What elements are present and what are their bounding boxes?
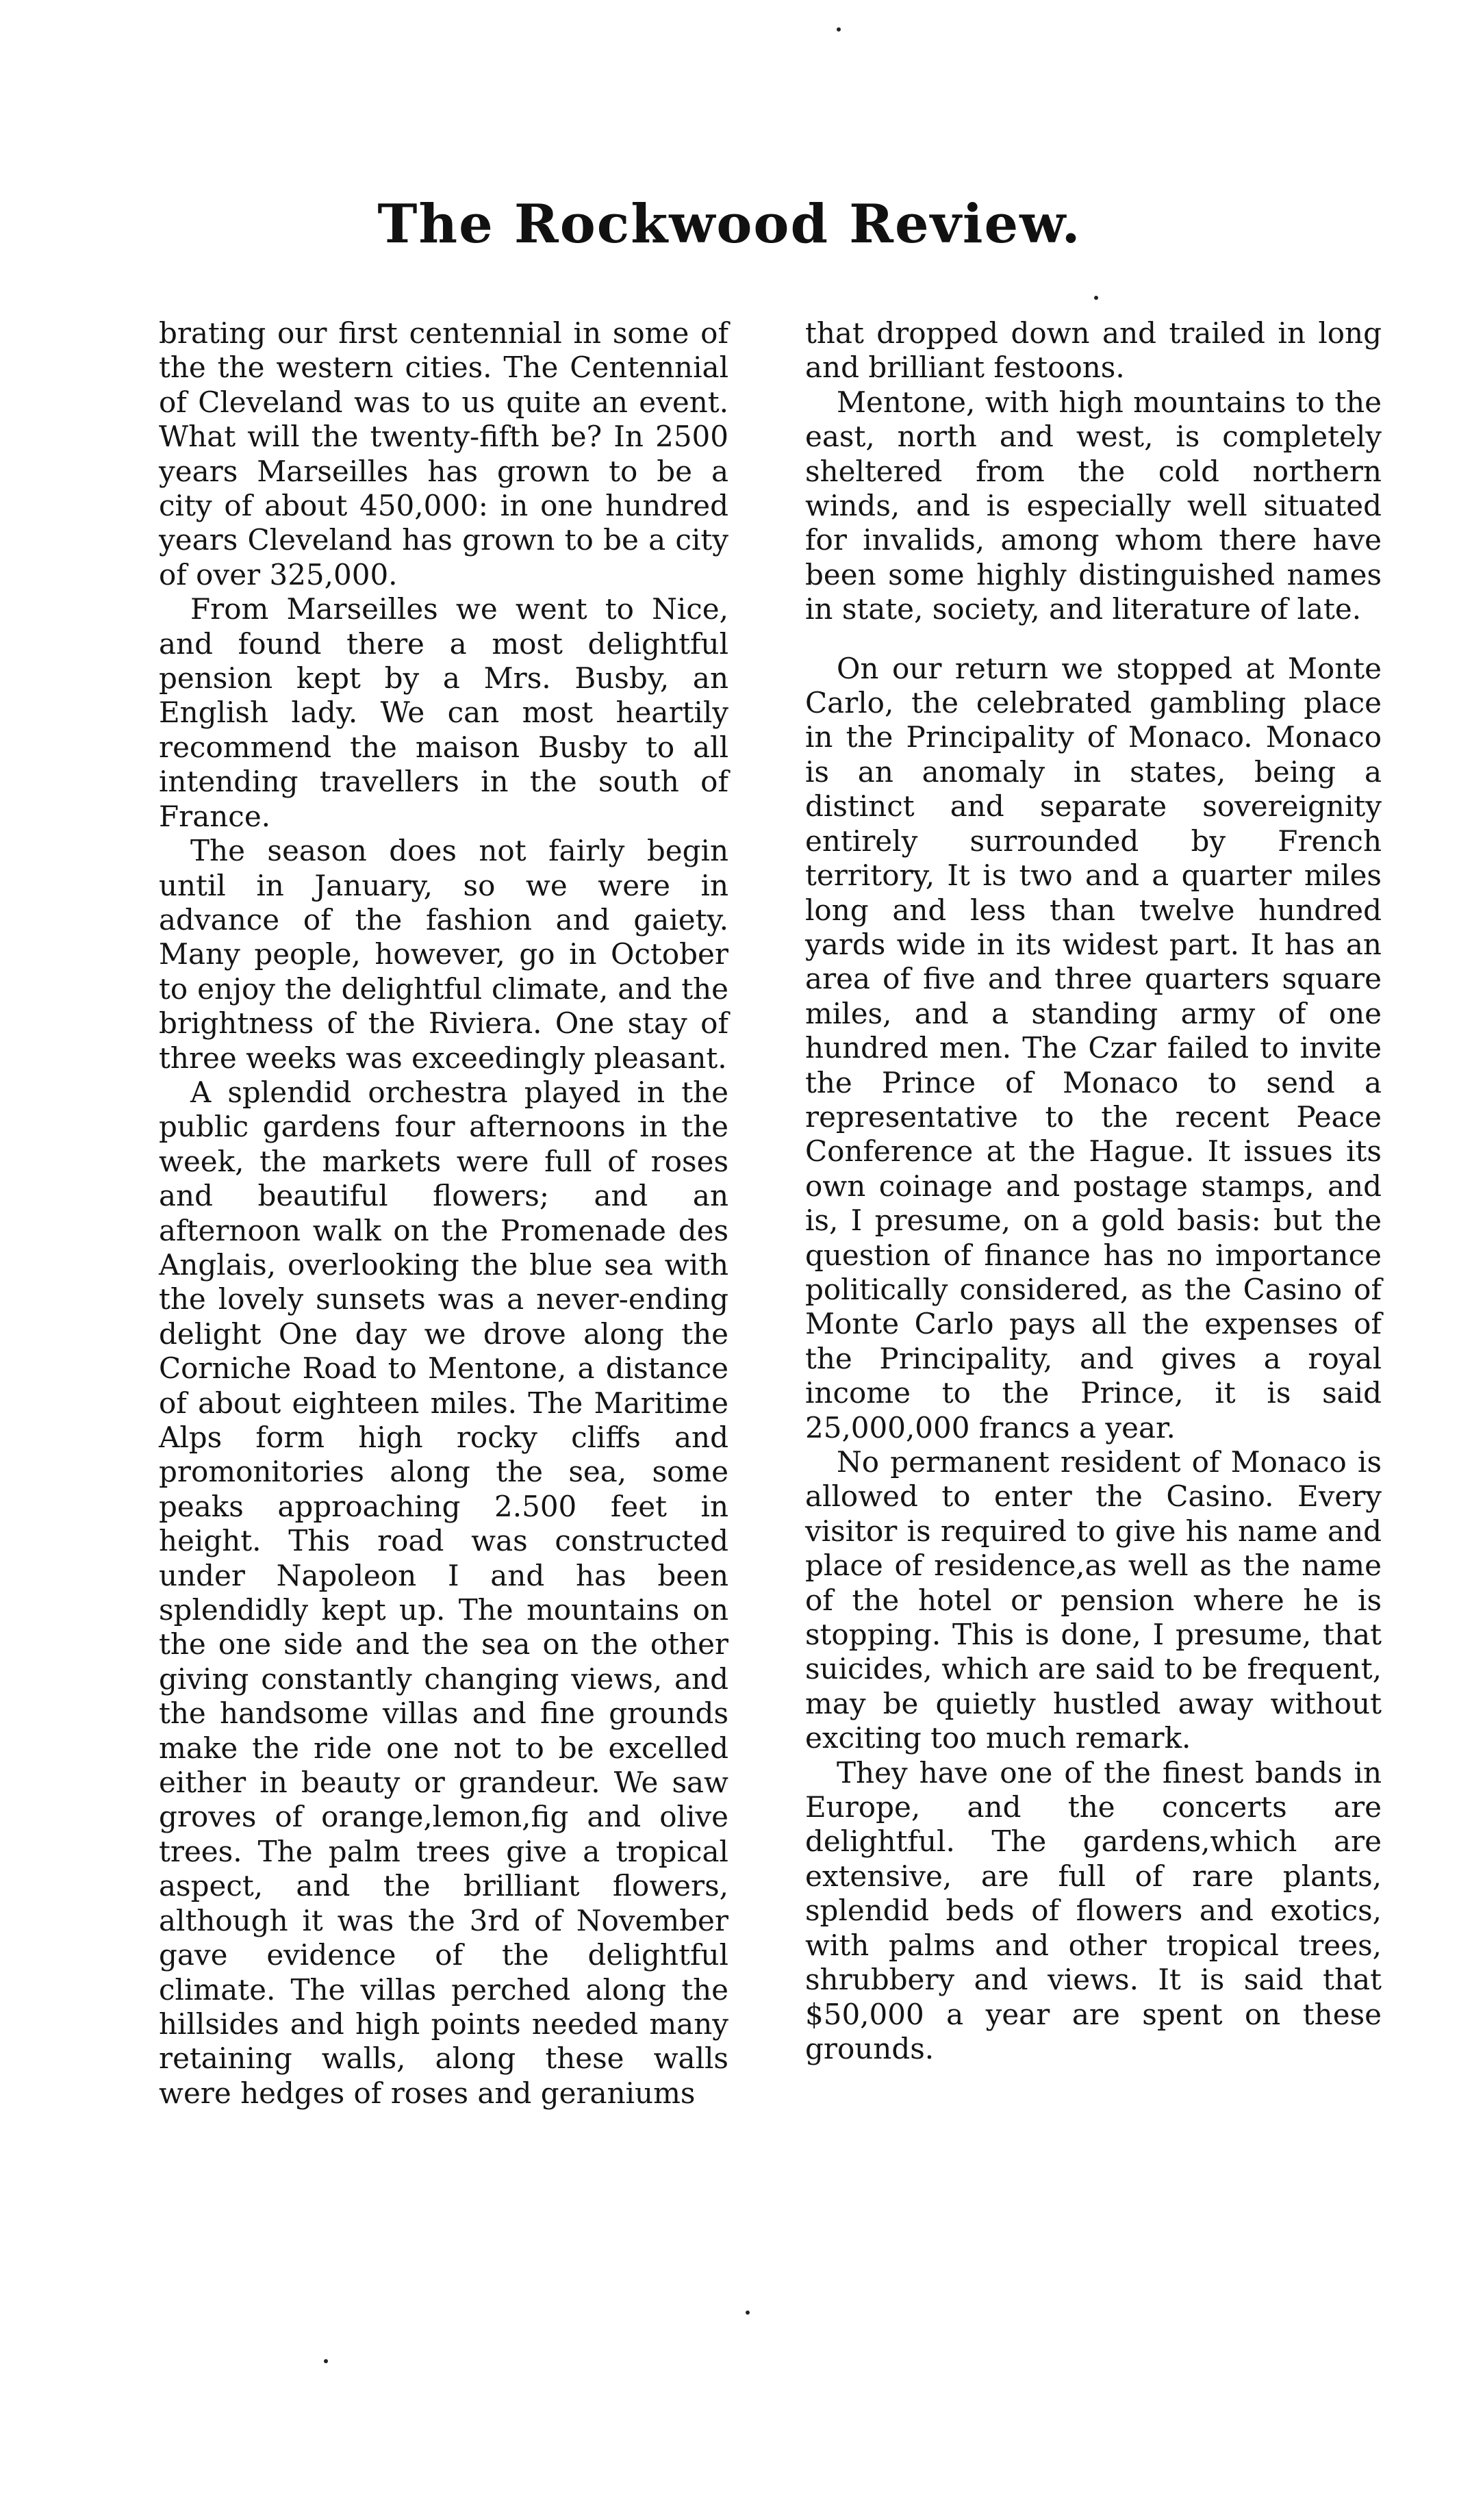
print-speck	[324, 2359, 328, 2363]
print-speck	[837, 27, 841, 31]
right-column	[805, 316, 1382, 2066]
page-title: The Rockwood Review.	[377, 193, 1082, 255]
paragraph-gardens: They have one of the finest bands in Europe, and the concerts are delightful. The gardens,which are extensive, are full of rare plants, splendid beds of flowers and exotics, with palms and other tropical trees, shrubbery and views. It is said that $50,000 a year are spent on these grounds.	[805, 1755, 1382, 2065]
paragraph-season: The season does not fairly begin until in January, so we were in advance of the fashion and gaiety. Many people, however, go in October to enjoy the delightful climate, and the brightness of the Riviera. One stay of three weeks was exceedingly pleasant.	[159, 834, 728, 1075]
left-column	[159, 316, 728, 2111]
paragraph-monaco: On our return we stopped at Monte Carlo, the celebrated gambling place in the Principality of Monaco. Monaco is an anomaly in states, being a distinct and separate sovereignity entirely surrounded by French territory, It is two and a quarter miles long and less than twelve hundred yards wide in its widest part. It has an area of five and three quarters square miles, and a standing army of one hundred men. The Czar failed to invite the Prince of Monaco to send a representative to the recent Peace Conference at the Hague. It issues its own coinage and postage stamps, and is, I presume, on a gold basis: but the question of finance has no importance politically considered, as the Casino of Monte Carlo pays all the expenses of the Principality, and gives a royal income to the Prince, it is said 25,000,000 francs a year.	[805, 651, 1382, 1444]
paragraph-continuation: brating our first centennial in some of the the western cities. The Centennial of Cleveland was to us quite an event. What will the twenty-fifth be? In 2500 years Marseilles has grown to be a city of about 450,000: in one hundred years Cleveland has grown to be a city of over 325,000.	[159, 316, 728, 591]
paragraph-nice: From Marseilles we went to Nice, and found there a most delightful pension kept by a Mrs. Busby, an English lady. We can most heartily recommend the maison Busby to all intending travellers in the south of France.	[159, 592, 728, 833]
print-speck	[1094, 296, 1098, 300]
paragraph-festoons: that dropped down and trailed in long and brilliant festoons.	[805, 316, 1382, 385]
paragraph-mentone: Mentone, with high mountains to the east, north and west, is completely sheltered from the cold northern winds, and is especially well situated for invalids, among whom there have been some highly distinguished names in state, society, and literature of late.	[805, 385, 1382, 626]
print-speck	[746, 2311, 750, 2315]
paragraph-orchestra: A splendid orchestra played in the public gardens four afternoons in the week, the markets were full of roses and beautiful flowers; and an afternoon walk on the Promenade des Anglais, overlooking the blue sea with the lovely sunsets was a never-ending delight One day we drove along the Corniche Road to Mentone, a distance of about eighteen miles. The Maritime Alps form high rocky cliffs and promonitories along the sea, some peaks approaching 2.500 feet in height. This road was constructed under Napoleon I and has been splendidly kept up. The mountains on the one side and the sea on the other giving constantly changing views, and the handsome villas and fine grounds make the ride one not to be excelled either in beauty or grandeur. We saw groves of orange,lemon,fig and olive trees. The palm trees give a tropical aspect, and the brilliant flowers, although it was the 3rd of November gave evidence of the delightful climate. The villas perched along the hillsides and high points needed many retaining walls, along these walls were hedges of roses and geraniums	[159, 1075, 728, 2110]
paragraph-casino: No permanent resident of Monaco is allowed to enter the Casino. Every visitor is required to give his name and place of residence,as well as the name of the hotel or pension where he is stopping. This is done, I presume, that suicides, which are said to be frequent, may be quietly hustled away without exciting too much remark.	[805, 1445, 1382, 1755]
